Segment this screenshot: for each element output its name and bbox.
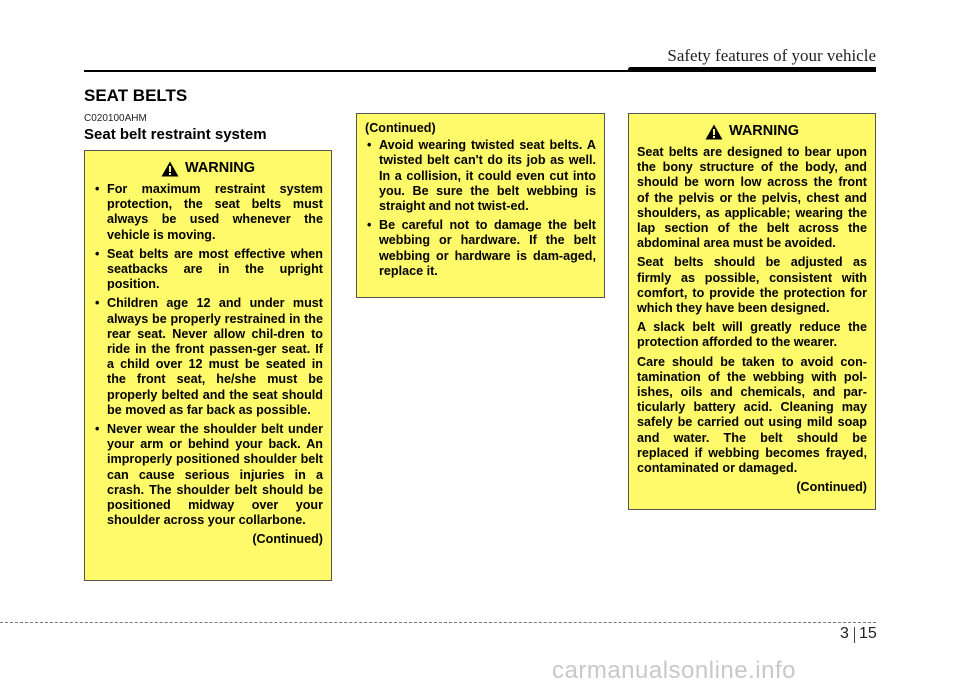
warning-box-continued: [356, 113, 605, 298]
warning-title-text: WARNING: [184, 160, 256, 177]
header-rule-accent: [628, 67, 876, 72]
warning-bullet: • Never wear the shoulder belt under your arm or behind your back. An improperly positioned shoulder belt can cause serious injuries in a crash. The shoulder belt should be positioned midway over your shoulder across your collarbone.: [93, 422, 323, 528]
section-subheading: Seat belt restraint system: [84, 126, 267, 143]
warning-box-restraint: [84, 150, 332, 581]
warning-bullet: • For maximum restraint system protection, the seat belts must always be used whenever the vehicle is moving.: [93, 182, 323, 243]
warning-triangle-icon: [161, 161, 179, 177]
page-number: 15: [859, 625, 877, 642]
section-heading: SEAT BELTS: [84, 86, 188, 105]
warning-bullet: • Seat belts are most effective when seatbacks are in the upright position.: [93, 247, 323, 293]
warning-title: [637, 124, 867, 140]
warning-bullet-list: [365, 138, 596, 279]
footer-rule: [0, 622, 876, 623]
watermark: carmanualsonline.info: [552, 657, 796, 684]
warning-paragraph: Seat belts are designed to bear upon the bony structure of the body, and should be worn low across the front of the pelvis or the pelvis, chest and shoulders, as applicable; wearing the lap section of the belt across the abdominal area must be avoided.: [637, 145, 867, 251]
page-number-separator: [854, 627, 855, 643]
continued-label: (Continued): [796, 480, 867, 495]
warning-bullet-list: [93, 182, 323, 528]
warning-title: [93, 161, 323, 177]
warning-title-text: WARNING: [728, 123, 800, 140]
chapter-number: 3: [840, 625, 849, 642]
continued-label: (Continued): [252, 532, 323, 547]
warning-triangle-icon: [705, 124, 723, 140]
section-code: C020100AHM: [84, 113, 147, 124]
warning-bullet: • Be careful not to damage the belt webbing or hardware. If the belt webbing or hardware is dam-aged, replace it.: [365, 218, 596, 279]
continued-label: (Continued): [365, 121, 436, 135]
warning-paragraph: Care should be taken to avoid con-tamination of the webbing with pol-ishes, oils and chemicals, and par-ticularly battery acid. Cleaning may safely be carried out using mild soap and water. The belt should be replaced if webbing becomes frayed, contaminated or damaged.: [637, 354, 867, 476]
warning-box-belt-wearing: [628, 113, 876, 510]
warning-paragraph: Seat belts should be adjusted as firmly as possible, consistent with comfort, to provide the protection for which they have been designed.: [637, 255, 867, 316]
warning-bullet: • Avoid wearing twisted seat belts. A twisted belt can't do its job as well. In a collision, it could even cut into you. Be sure the belt webbing is straight and not twist-ed.: [365, 138, 596, 214]
header-title: Safety features of your vehicle: [667, 46, 876, 65]
warning-bullet: • Children age 12 and under must always be properly restrained in the rear seat. Never allow chil-dren to ride in the front passen-ger seat. If a child over 12 must be seated in the front seat, he/she must be properly belted and the seat should be moved as far back as possible.: [93, 296, 323, 418]
warning-paragraph: A slack belt will greatly reduce the protection afforded to the wearer.: [637, 320, 867, 350]
